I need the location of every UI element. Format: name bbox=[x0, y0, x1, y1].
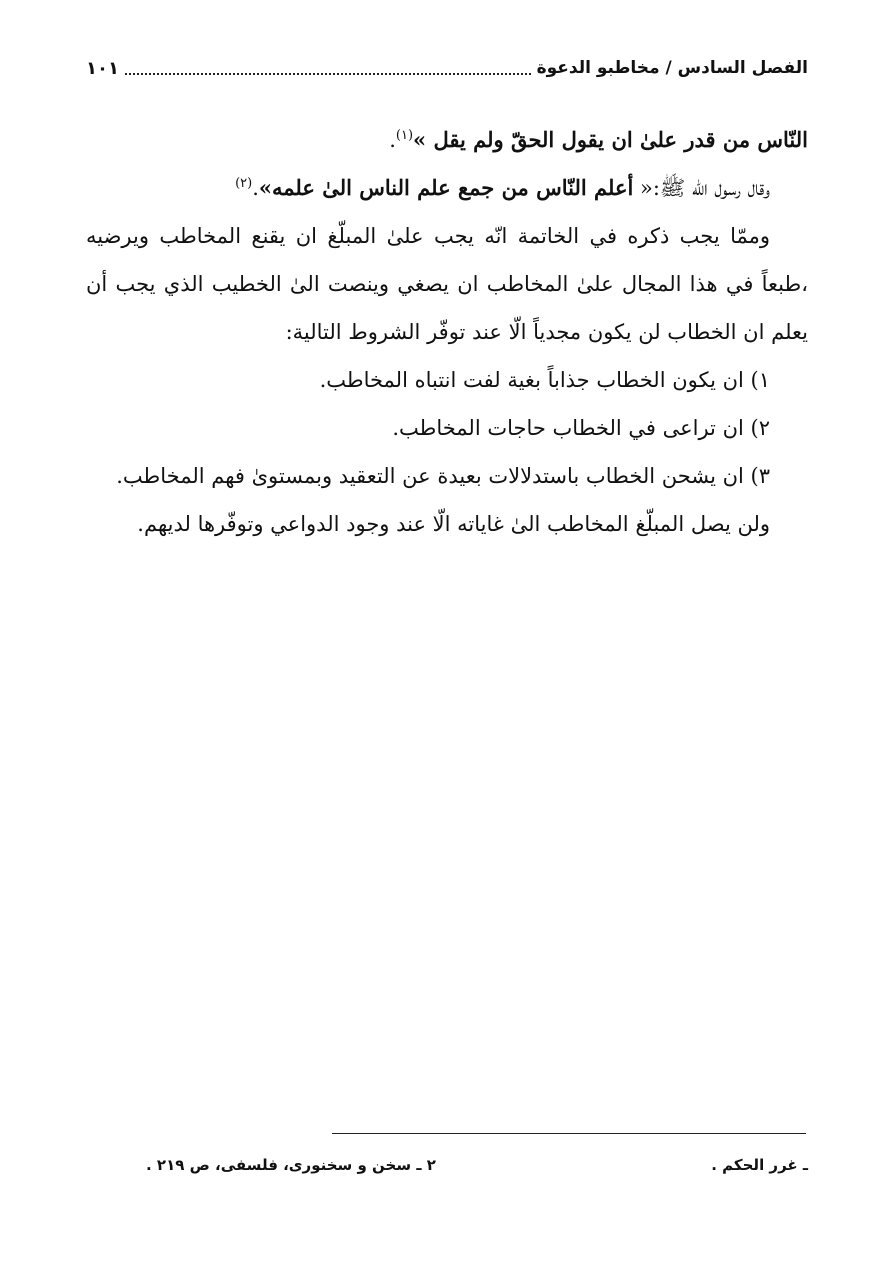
closing-sentence: ولن يصل المبلّغ المخاطب الىٰ غاياته الّا عند وجود الدواعي وتوفّرها لديهم. bbox=[137, 512, 770, 536]
footnotes bbox=[86, 1156, 808, 1174]
chapter-title: الفصل السادس / مخاطبو الدعوة bbox=[536, 58, 808, 78]
quote-2-text: أعلم النّاس من جمع علم الناس الىٰ علمه» bbox=[258, 175, 634, 200]
main-paragraph: وممّا يجب ذكره في الخاتمة انّه يجب علىٰ المبلّغ ان يقنع المخاطب ويرضيه ،طبعاً في هذا المجال علىٰ المخاطب ان يصغي وينصت الىٰ الخطيب الذي يجب أن يعلم ان الخطاب لن يكون مجدياً الّا عند توفّر الشروط التالية: bbox=[86, 224, 808, 344]
quote-line-2 bbox=[86, 164, 808, 212]
footnote-ref-2: (٢) bbox=[235, 176, 253, 191]
quote-1-end: . bbox=[389, 128, 396, 152]
condition-3: ٣) ان يشحن الخطاب باستدلالات بعيدة عن التعقيد وبمستوىٰ فهم المخاطب. bbox=[116, 464, 770, 488]
footnote-ref-1: (١) bbox=[395, 128, 414, 143]
footnote-separator bbox=[332, 1133, 806, 1134]
footnote-1: ـ غرر الحكم . bbox=[711, 1156, 808, 1174]
dot-leader bbox=[125, 73, 531, 75]
condition-2: ٢) ان تراعى في الخطاب حاجات المخاطب. bbox=[392, 416, 770, 440]
page-number: ١٠١ bbox=[86, 57, 119, 79]
quote-1-text: النّاس من قدر علىٰ ان يقول الحقّ ولم يقل » bbox=[413, 127, 808, 152]
running-header bbox=[86, 48, 808, 88]
quote-line-1 bbox=[86, 116, 808, 164]
footnote-2: ٢ ـ سخن و سخنوری، فلسفی، ص ٢١٩ . bbox=[146, 1156, 436, 1174]
body-text bbox=[86, 116, 808, 548]
condition-1: ١) ان يكون الخطاب جذاباً بغية لفت انتباه المخاطب. bbox=[319, 368, 770, 392]
quote-2-end: . bbox=[252, 176, 259, 200]
quote-2-intro: وقال رسول اللّه ﷺ:« bbox=[633, 176, 770, 200]
